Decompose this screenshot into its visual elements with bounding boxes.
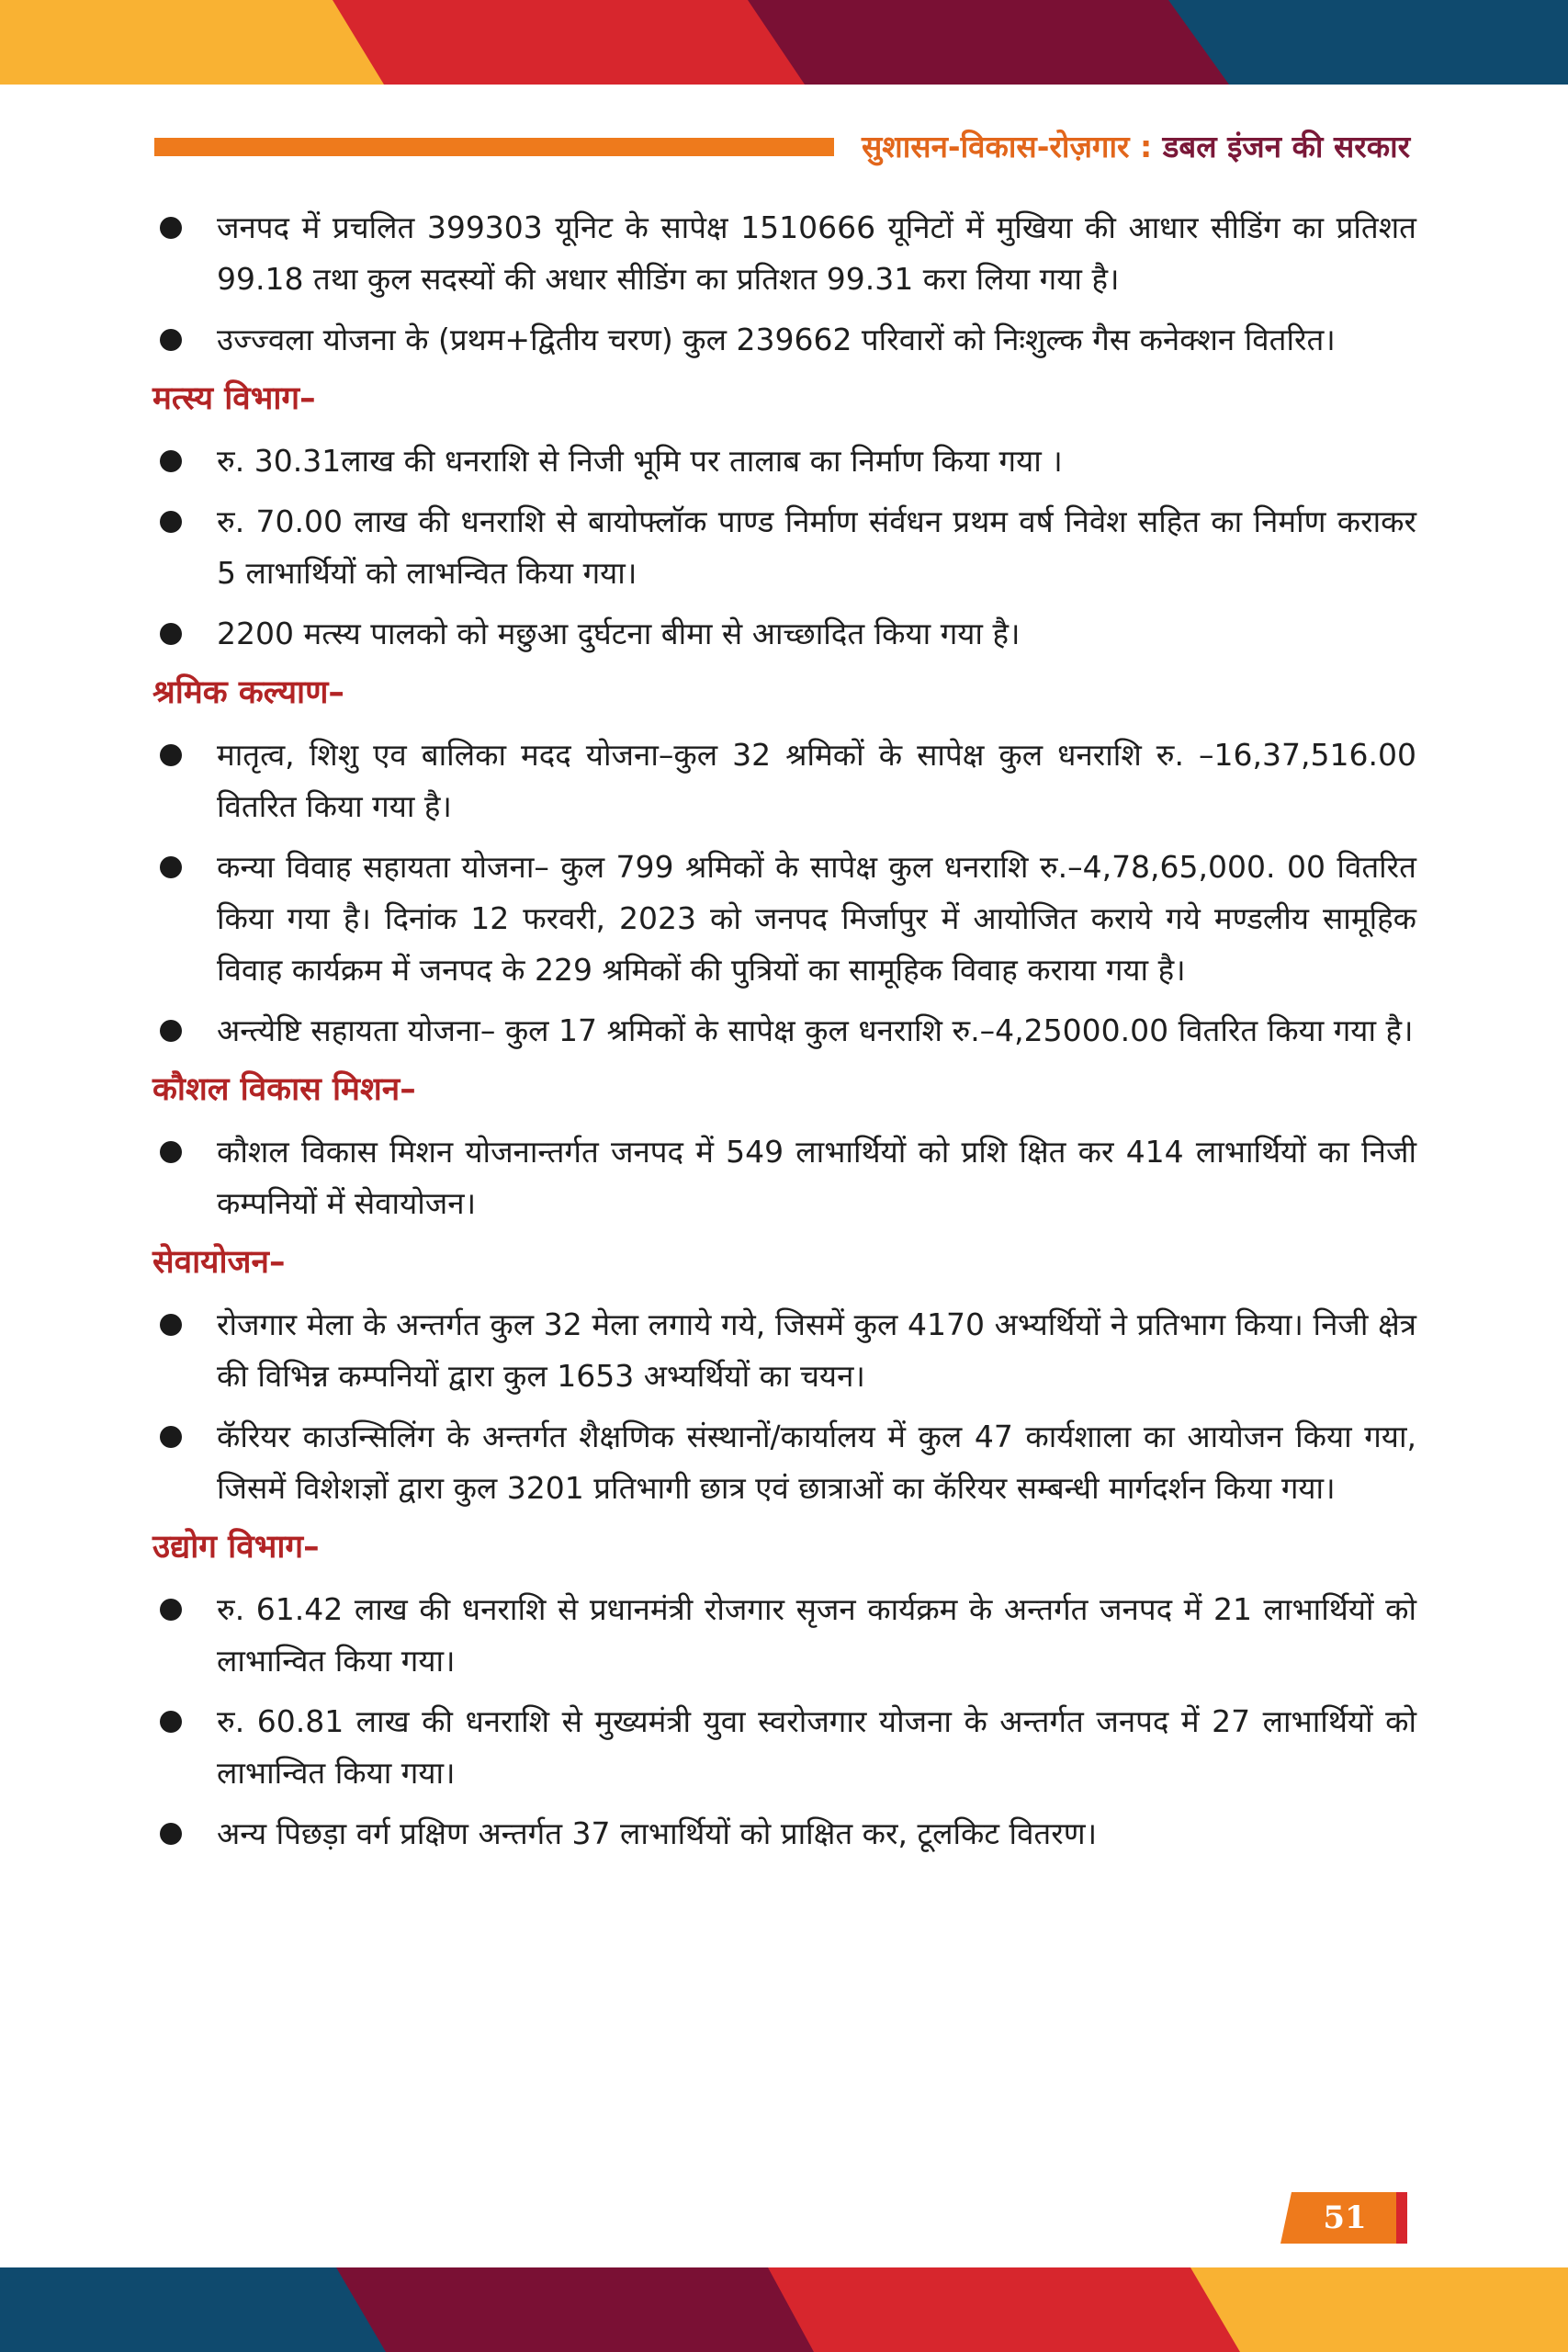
bottom-band-yellow bbox=[1190, 2267, 1568, 2352]
bullet-item bbox=[152, 496, 1416, 599]
bullet-dot bbox=[160, 217, 182, 239]
bullet-dot bbox=[160, 1314, 182, 1336]
bullet-item bbox=[152, 1411, 1416, 1514]
bullet-dot bbox=[160, 1426, 182, 1448]
page-number: 51 bbox=[1323, 2199, 1367, 2236]
bullet-text: रोजगार मेला के अन्तर्गत कुल 32 मेला लगाये गये, जिसमें कुल 4170 अभ्यर्थियों ने प्रतिभाग किया। निजी क्षेत्र की विभिन्न कम्पनियों द्वारा कुल 1653 अभ्यर्थियों का चयन। bbox=[217, 1306, 1416, 1394]
header-rule bbox=[154, 138, 834, 156]
bullet-text: रु. 60.81 लाख की धनराशि से मुख्यमंत्री युवा स्वरोजगार योजना के अन्तर्गत जनपद में 27 लाभार्थियों को लाभान्वित किया गया। bbox=[217, 1703, 1416, 1791]
bullet-item bbox=[152, 1005, 1416, 1057]
bullet-item bbox=[152, 1299, 1416, 1402]
page-content bbox=[152, 202, 1416, 1869]
section-heading-skill-development: कौशल विकास मिशन– bbox=[152, 1071, 416, 1108]
bullet-item bbox=[152, 842, 1416, 996]
bullet-dot bbox=[160, 1823, 182, 1845]
bullet-dot bbox=[160, 450, 182, 472]
top-band-navy bbox=[1168, 0, 1568, 85]
bullet-item bbox=[152, 608, 1416, 660]
top-color-band bbox=[0, 0, 1568, 85]
bullet-item bbox=[152, 1584, 1416, 1687]
section-heading-fisheries: मत्स्य विभाग– bbox=[152, 380, 316, 417]
bullet-dot bbox=[160, 1020, 182, 1042]
bullet-item bbox=[152, 435, 1416, 487]
bullet-text: मातृत्व, शिशु एव बालिका मदद योजना–कुल 32 श्रमिकों के सापेक्ष कुल धनराशि रु. –16,37,516.00 वितरित किया गया है। bbox=[217, 737, 1416, 824]
bullet-text: कौशल विकास मिशन योजनान्तर्गत जनपद में 549 लाभार्थियों को प्रशि क्षित कर 414 लाभार्थियों का निजी कम्पनियों में सेवायोजन। bbox=[217, 1134, 1416, 1221]
bullet-item bbox=[152, 1126, 1416, 1229]
bullet-text: अन्य पिछड़ा वर्ग प्रक्षिण अन्तर्गत 37 लाभार्थियों को प्राक्षित कर, टूलकिट वितरण। bbox=[217, 1815, 1098, 1851]
bullet-text: अन्त्येष्टि सहायता योजना– कुल 17 श्रमिकों के सापेक्ष कुल धनराशि रु.–4,25000.00 वितरित किया गया है। bbox=[217, 1012, 1414, 1048]
bullet-text: रु. 61.42 लाख की धनराशि से प्रधानमंत्री रोजगार सृजन कार्यक्रम के अन्तर्गत जनपद में 21 लाभार्थियों को लाभान्वित किया गया। bbox=[217, 1591, 1416, 1679]
bullet-item bbox=[152, 314, 1416, 366]
section-heading-industry: उद्योग विभाग– bbox=[152, 1529, 320, 1566]
bullet-text: कॅरियर काउन्सिलिंग के अन्तर्गत शैक्षणिक संस्थानों/कार्यालय में कुल 47 कार्यशाला का आयोजन किया गया, जिसमें विशेशज्ञों द्वारा कुल 3201 प्रतिभागी छात्र एवं छात्राओं का कॅरियर सम्बन्धी मार्गदर्शन किया गया। bbox=[217, 1419, 1416, 1506]
running-header-part1: सुशासन-विकास-रोज़गार : bbox=[862, 129, 1163, 164]
bullet-dot bbox=[160, 1711, 182, 1733]
bullet-item bbox=[152, 729, 1416, 832]
bullet-text: उज्ज्वला योजना के (प्रथम+द्वितीय चरण) कुल 239662 परिवारों को निःशुल्क गैस कनेक्शन वितरित। bbox=[217, 322, 1336, 357]
bullet-dot bbox=[160, 1599, 182, 1621]
bullet-dot bbox=[160, 744, 182, 766]
bullet-dot bbox=[160, 511, 182, 533]
bottom-color-band bbox=[0, 2267, 1568, 2352]
bullet-dot bbox=[160, 1141, 182, 1163]
bullet-item bbox=[152, 202, 1416, 305]
bullet-item bbox=[152, 1696, 1416, 1799]
bullet-dot bbox=[160, 856, 182, 878]
bullet-text: जनपद में प्रचलित 399303 यूनिट के सापेक्ष 1510666 यूनिटों में मुखिया की आधार सीडिंग का प्रतिशत 99.18 तथा कुल सदस्यों की अधार सीडिंग का प्रतिशत 99.31 करा लिया गया है। bbox=[217, 209, 1416, 297]
running-header-part2: डबल इंजन की सरकार bbox=[1162, 129, 1411, 164]
bullet-dot bbox=[160, 329, 182, 351]
section-heading-employment: सेवायोजन– bbox=[152, 1244, 286, 1281]
section-heading-labour-welfare: श्रमिक कल्याण– bbox=[152, 674, 344, 711]
bullet-text: रु. 70.00 लाख की धनराशि से बायोफ्लॉक पाण्ड निर्माण संर्वधन प्रथम वर्ष निवेश सहित का निर्माण कराकर 5 लाभार्थियों को लाभन्वित किया गया। bbox=[217, 503, 1416, 591]
bullet-text: कन्या विवाह सहायता योजना– कुल 799 श्रमिकों के सापेक्ष कुल धनराशि रु.–4,78,65,000. 00 वितरित किया गया है। दिनांक 12 फरवरी, 2023 को जनपद मिर्जापुर में आयोजित कराये गये मण्डलीय सामूहिक विवाह कार्यक्रम में जनपद के 229 श्रमिकों की पुत्रियों का सामूहिक विवाह कराया गया है। bbox=[217, 849, 1416, 988]
running-header bbox=[862, 125, 1413, 169]
bullet-dot bbox=[160, 623, 182, 645]
bullet-text: रु. 30.31लाख की धनराशि से निजी भूमि पर तालाब का निर्माण किया गया । bbox=[217, 443, 1063, 479]
bullet-item bbox=[152, 1808, 1416, 1860]
bullet-text: 2200 मत्स्य पालको को मछुआ दुर्घटना बीमा से आच्छादित किया गया है। bbox=[217, 616, 1021, 651]
